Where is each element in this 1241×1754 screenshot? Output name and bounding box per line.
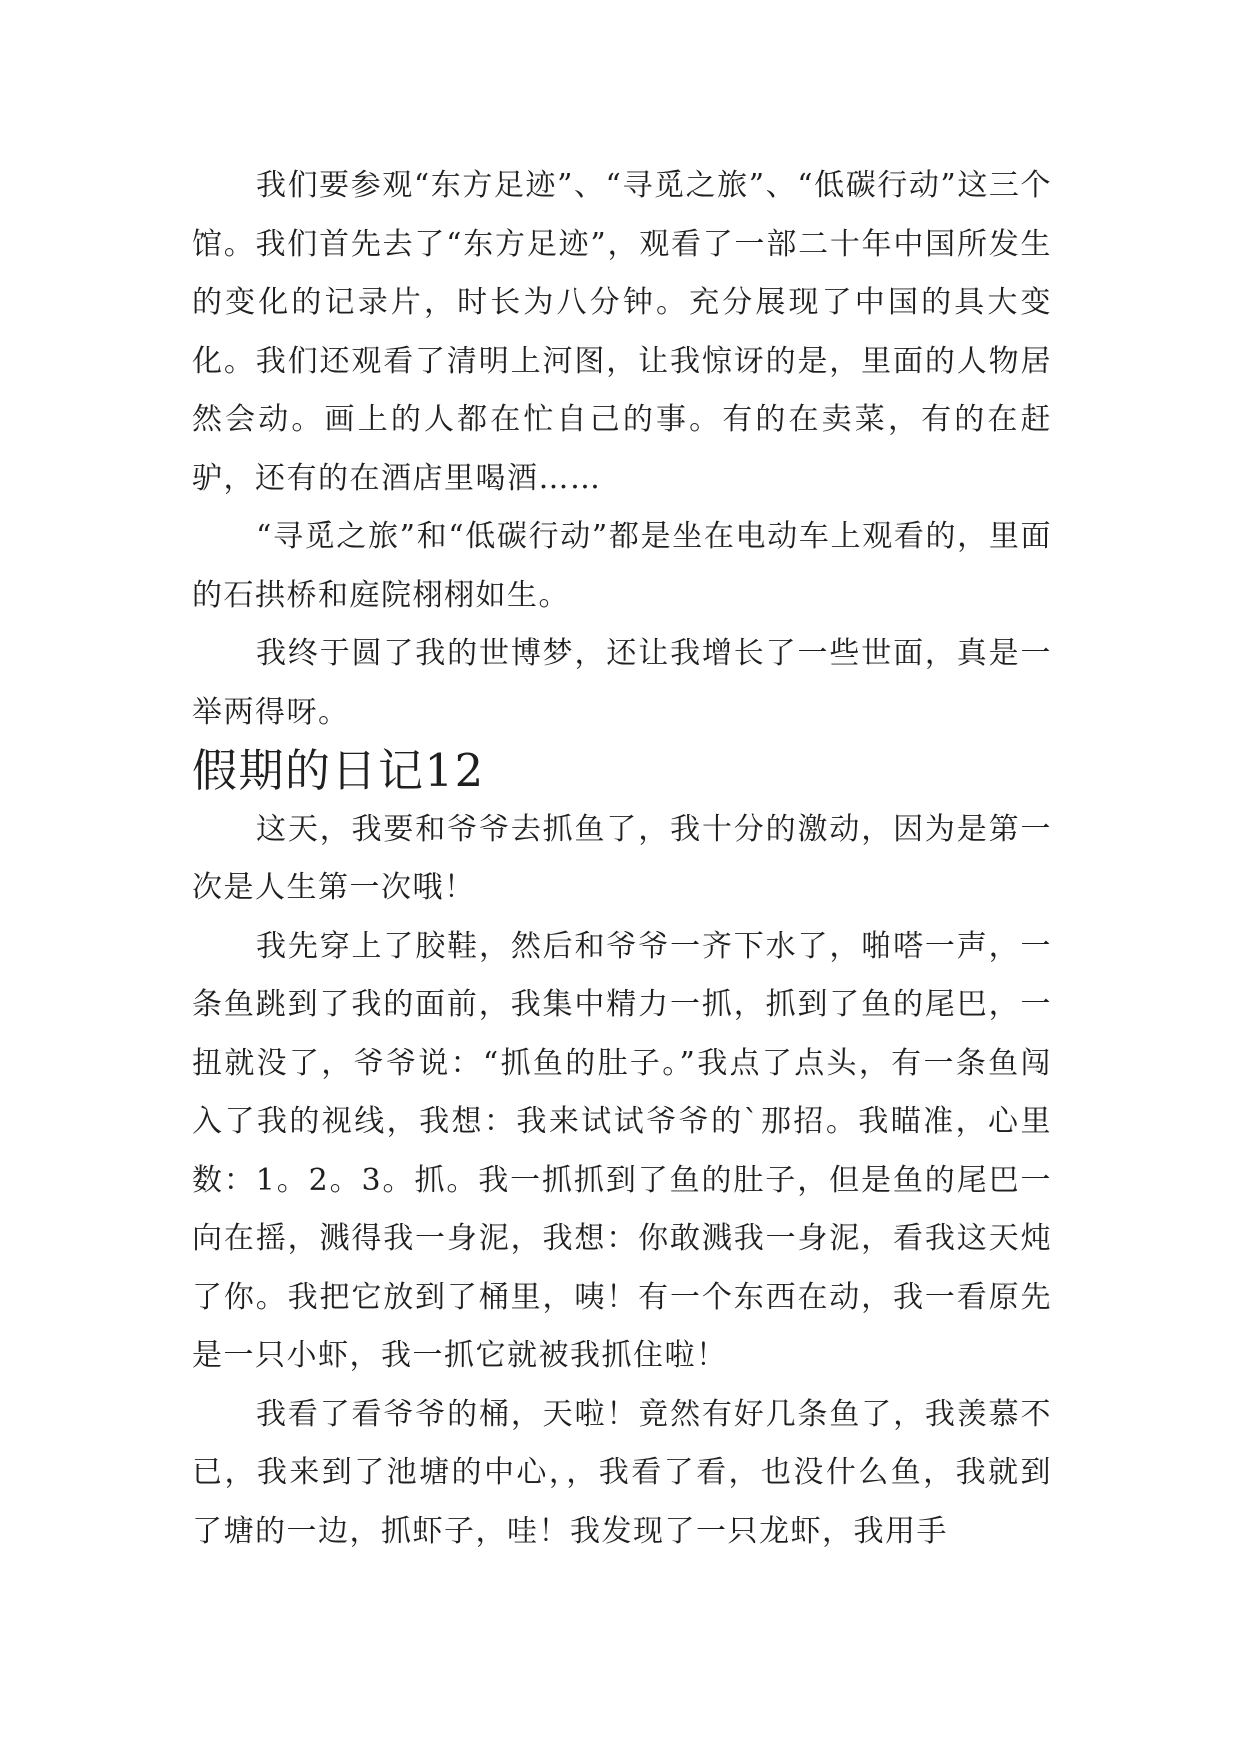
paragraph: 这天，我要和爷爷去抓鱼了，我十分的激动，因为是第一次是人生第一次哦！ <box>192 811 1052 905</box>
document-body <box>192 157 1052 1561</box>
section-title: 假期的日记12 <box>192 744 485 797</box>
paragraph: 我们要参观“东方足迹”、“寻觅之旅”、“低碳行动”这三个馆。我们首先去了“东方足迹”，观看了一部二十年中国所发生的变化的记录片，时长为八分钟。充分展现了中国的具大变化。我们还观看了清明上河图，让我惊讶的是，里面的人物居然会动。画上的人都在忙自己的事。有的在卖菜，有的在赶驴，还有的在酒店里喝酒…… <box>192 168 1052 496</box>
paragraph: 我终于圆了我的世博梦，还让我增长了一些世面，真是一举两得呀。 <box>192 636 1052 730</box>
paragraph: 我先穿上了胶鞋，然后和爷爷一齐下水了，啪嗒一声，一条鱼跳到了我的面前，我集中精力一抓，抓到了鱼的尾巴，一扭就没了，爷爷说：“抓鱼的肚子。”我点了点头，有一条鱼闯入了我的视线，我想：我来试试爷爷的`那招。我瞄准，心里数：1。2。3。抓。我一抓抓到了鱼的肚子，但是鱼的尾巴一向在摇，溅得我一身泥，我想：你敢溅我一身泥，看我这天炖了你。我把它放到了桶里，咦！有一个东西在动，我一看原先是一只小虾，我一抓它就被我抓住啦！ <box>192 928 1052 1373</box>
paragraph: 我看了看爷爷的桶，天啦！竟然有好几条鱼了，我羡慕不已，我来到了池塘的中心，，我看了看，也没什么鱼，我就到了塘的一边，抓虾子，哇！我发现了一只龙虾，我用手 <box>192 1396 1052 1549</box>
paragraph: “寻觅之旅”和“低碳行动”都是坐在电动车上观看的，里面的石拱桥和庭院栩栩如生。 <box>192 519 1052 613</box>
